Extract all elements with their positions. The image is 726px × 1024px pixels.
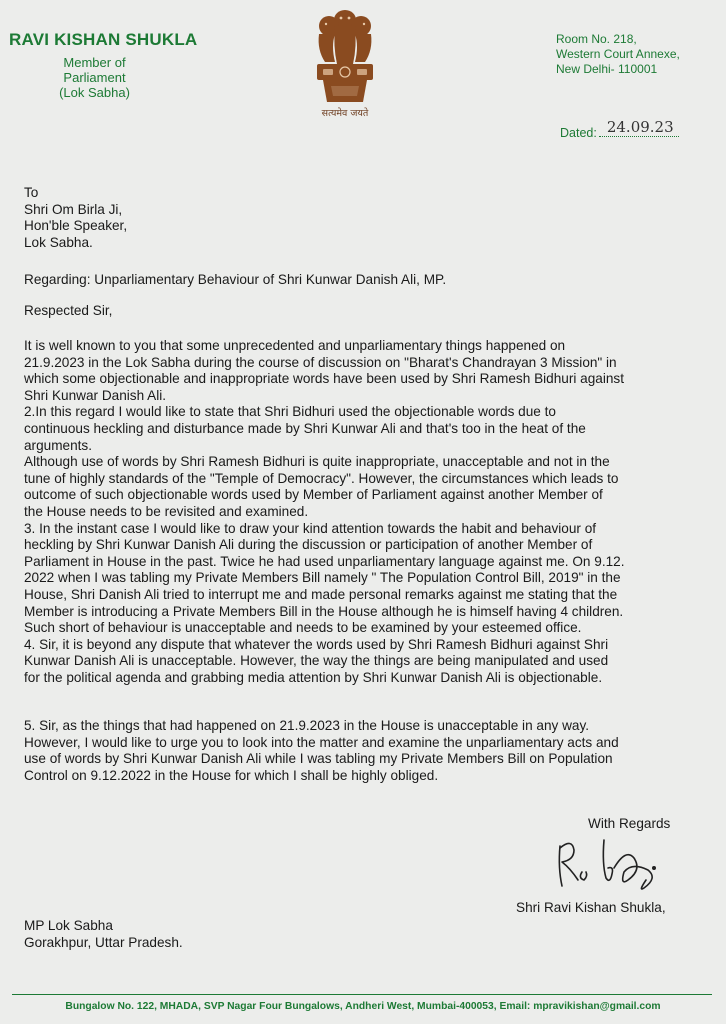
body-line: House, Shri Danish Ali tried to interrupt me and made personal remarks against me stating that the — [24, 586, 618, 602]
designation-line: Gorakhpur, Uttar Pradesh. — [24, 934, 183, 950]
body-line: Such short of behaviour is unacceptable and needs to be examined by your esteemed office. — [24, 620, 582, 636]
date-value: 24.09.23 — [606, 118, 674, 136]
body-line: 21.9.2023 in the Lok Sabha during the course of discussion on "Bharat's Chandrayan 3 Mission" in — [24, 354, 617, 370]
body-line: Member is introducing a Private Members Bill in the House although he is himself having 4 children. — [24, 603, 624, 619]
body-line: 4. Sir, it is beyond any dispute that whatever the words used by Shri Ramesh Bidhuri against Shri — [24, 636, 609, 652]
date-field — [560, 118, 679, 140]
body-line: Parliament in House in the past. Twice he had used unparliamentary language against me. On 9.12. — [24, 553, 625, 569]
footer-address: Bungalow No. 122, MHADA, SVP Nagar Four Bungalows, Andheri West, Mumbai-400053, Email: mpravikishan@gmail.com — [65, 1001, 661, 1012]
body-line: However, I would like to urge you to look into the matter and examine the unparliamentary acts and — [24, 734, 619, 750]
body-line: arguments. — [24, 437, 93, 453]
closing-phrase: With Regards — [588, 816, 671, 831]
body-line: It is well known to you that some unprecedented and unparliamentary things happened on — [24, 338, 566, 353]
signature — [548, 828, 678, 894]
body-line: 2022 when I was tabling my Private Members Bill namely " The Population Control Bill, 2019" in the — [24, 570, 621, 586]
recipient-line: Shri Om Birla Ji, — [24, 201, 123, 217]
body-line: Kunwar Danish Ali is unacceptable. However, the way the things are being manipulated and used — [24, 653, 609, 669]
body-line: tune of highly standards of the "Temple of Democracy". However, the circumstances which leads to — [24, 470, 619, 486]
recipient-block — [24, 185, 714, 251]
footer-divider — [12, 994, 712, 995]
body-line: use of words by Shri Kunwar Danish Ali while I was tabling my Private Members Bill on Population — [24, 751, 613, 767]
body-line: continuous heckling and disturbance made by Shri Kunwar Ali and that's too in the heat of the — [24, 420, 586, 436]
recipient-line: To — [24, 185, 39, 200]
body-line: 3. In the instant case I would like to draw your kind attention towards the habit and behaviour of — [24, 520, 597, 536]
address-line: Room No. 218, — [556, 32, 637, 46]
letterhead-name: RAVI KISHAN SHUKLA — [9, 30, 198, 49]
body-line: for the political agenda and grabbing media attention by Shri Kunwar Danish Ali is objectionable. — [24, 669, 603, 685]
sender-designation — [24, 918, 183, 951]
role-line-2: (Lok Sabha) — [59, 85, 130, 100]
letter-paragraph-5 — [24, 718, 714, 784]
address-line: Western Court Annexe, — [556, 47, 680, 61]
emblem-motto: सत्यमेव जयते — [321, 108, 369, 119]
recipient-line: Hon'ble Speaker, — [24, 218, 128, 234]
body-line: Control on 9.12.2022 in the House for which I shall be highly obliged. — [24, 767, 439, 783]
letterhead-address — [556, 32, 680, 77]
letterhead-role — [32, 55, 157, 100]
body-line: outcome of such objectionable words used by Member of Parliament against another Member of — [24, 487, 603, 503]
address-line: New Delhi- 110001 — [556, 62, 658, 76]
body-line: the House needs to be revisited and examined. — [24, 503, 309, 519]
body-line: Shri Kunwar Danish Ali. — [24, 387, 167, 403]
signatory-name: Shri Ravi Kishan Shukla, — [516, 900, 666, 915]
national-emblem-icon — [305, 6, 385, 110]
role-line-1: Member of Parliament — [63, 55, 126, 85]
date-label: Dated: — [560, 126, 597, 140]
body-line: which some objectionable and inappropriate words have been used by Shri Ramesh Bidhuri against — [24, 371, 624, 387]
subject-line: Regarding: Unparliamentary Behaviour of Shri Kunwar Danish Ali, MP. — [24, 272, 447, 287]
designation-line: MP Lok Sabha — [24, 918, 113, 933]
recipient-line: Lok Sabha. — [24, 234, 93, 250]
salutation: Respected Sir, — [24, 303, 113, 318]
body-line: heckling by Shri Kunwar Danish Ali during the discussion or participation of another Member of — [24, 537, 593, 553]
body-line: 2.In this regard I would like to state that Shri Bidhuri used the objectionable words due to — [24, 404, 556, 420]
body-line: 5. Sir, as the things that had happened on 21.9.2023 in the House is unacceptable in any way. — [24, 718, 590, 733]
body-line: Although use of words by Shri Ramesh Bidhuri is quite inappropriate, unacceptable and not in the — [24, 454, 610, 470]
letter-body — [24, 338, 714, 686]
